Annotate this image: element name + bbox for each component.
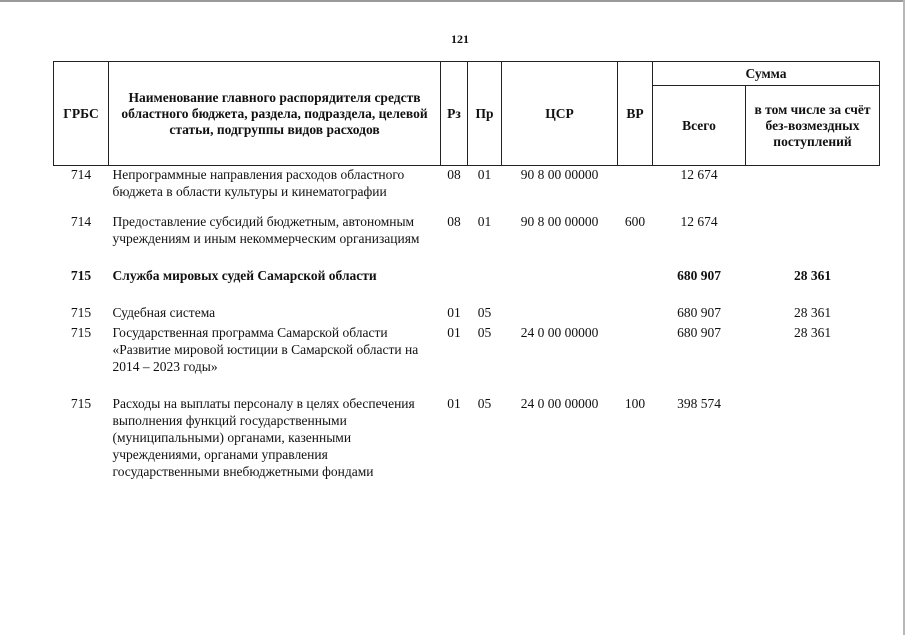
- cell-rz: 08: [447, 167, 461, 182]
- cell-rz: 01: [447, 305, 461, 320]
- cell-free: 28 361: [793, 305, 832, 320]
- cell-free: [746, 166, 880, 204]
- cell-vr: [618, 304, 653, 324]
- cell-total: 680 907: [677, 305, 721, 320]
- table-row: [54, 304, 880, 324]
- page-top-edge: [0, 0, 905, 2]
- table-row: [54, 324, 880, 395]
- cell-total: 12 674: [680, 167, 718, 182]
- cell-name: Судебная система: [112, 305, 216, 320]
- cell-grbs: 714: [70, 214, 92, 229]
- cell-grbs: 715: [70, 396, 92, 411]
- cell-csr: 24 0 00 00000: [520, 325, 599, 340]
- table-row: [54, 267, 880, 304]
- header-total: Всего: [653, 86, 746, 166]
- cell-vr: [618, 267, 653, 304]
- header-grbs: ГРБС: [54, 62, 109, 166]
- cell-name: Непрограммные направления расходов областного бюджета в области культуры и кинематографии: [112, 167, 405, 199]
- cell-free: 28 361: [793, 325, 832, 340]
- cell-grbs: 715: [70, 268, 92, 283]
- cell-pr: 01: [477, 214, 492, 229]
- table-row: [54, 395, 880, 480]
- cell-grbs: 714: [70, 167, 92, 182]
- cell-vr: 600: [624, 214, 646, 229]
- cell-total: 398 574: [677, 396, 721, 411]
- table-row: [54, 166, 880, 204]
- cell-name: Служба мировых судей Самарской области: [112, 268, 377, 283]
- cell-csr: [502, 304, 618, 324]
- cell-pr: [468, 267, 502, 304]
- cell-total: 12 674: [680, 214, 718, 229]
- cell-name: Расходы на выплаты персоналу в целях обеспечения выполнения функций государственными (муниципальными) органами, казенными учреждениями, органами управления государственными внебюджетными фондами: [112, 396, 415, 479]
- cell-pr: 05: [477, 305, 492, 320]
- cell-total: 680 907: [677, 325, 721, 340]
- cell-vr: [618, 324, 653, 395]
- cell-csr: 24 0 00 00000: [520, 396, 599, 411]
- cell-csr: [502, 267, 618, 304]
- cell-pr: 05: [477, 325, 492, 340]
- header-vr: ВР: [618, 62, 653, 166]
- header-free: в том числе за счёт без-возмездных поступлений: [746, 86, 880, 166]
- header-name: Наименование главного распорядителя средств областного бюджета, раздела, подраздела, целевой статьи, подгруппы видов расходов: [109, 62, 441, 166]
- header-sum: Сумма: [653, 62, 880, 86]
- cell-csr: 90 8 00 00000: [520, 214, 599, 229]
- cell-name: Государственная программа Самарской области «Развитие мировой юстиции в Самарской области на 2014 – 2023 годы»: [112, 325, 419, 374]
- table-row: [54, 203, 880, 267]
- table-body: [54, 166, 880, 481]
- cell-total: 680 907: [677, 268, 721, 283]
- page-number: 121: [451, 32, 469, 46]
- cell-pr: 01: [477, 167, 492, 182]
- cell-vr: [618, 166, 653, 204]
- cell-grbs: 715: [70, 325, 92, 340]
- cell-free: [746, 395, 880, 480]
- header-rz: Рз: [441, 62, 468, 166]
- header-pr: Пр: [468, 62, 502, 166]
- header-csr: ЦСР: [502, 62, 618, 166]
- cell-free: [746, 203, 880, 267]
- cell-vr: 100: [624, 396, 646, 411]
- budget-table: [53, 61, 880, 480]
- cell-rz: [441, 267, 468, 304]
- cell-name: Предоставление субсидий бюджетным, автономным учреждениям и иным некоммерческим организациям: [112, 214, 420, 246]
- cell-csr: 90 8 00 00000: [520, 167, 599, 182]
- cell-pr: 05: [477, 396, 492, 411]
- cell-free: 28 361: [793, 268, 832, 283]
- table-header: [54, 62, 880, 166]
- cell-rz: 01: [447, 325, 461, 340]
- cell-rz: 08: [447, 214, 461, 229]
- cell-grbs: 715: [70, 305, 92, 320]
- cell-rz: 01: [447, 396, 461, 411]
